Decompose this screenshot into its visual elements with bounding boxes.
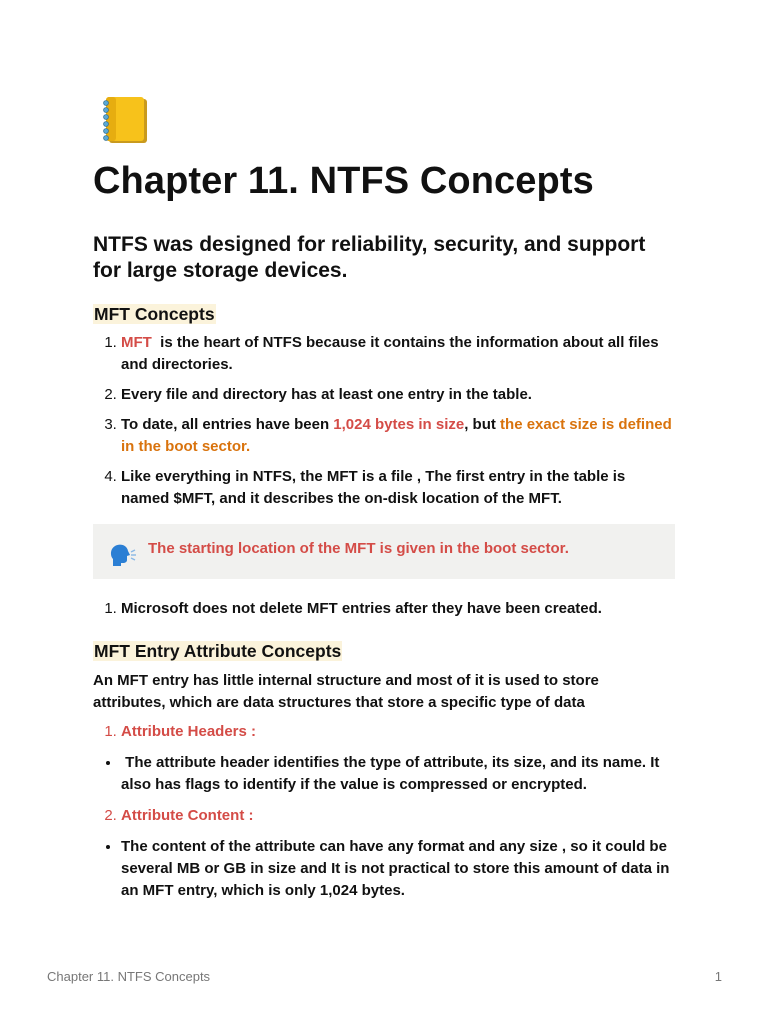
bullet-item: • The content of the attribute can have any format and any size , so it could be several MB or GB in size and It is not practical to store this amount of data in an MFT entry, which is only 1,024 bytes. — [121, 836, 675, 902]
list-item: 4. Like everything in NTFS, the MFT is a file , The first entry in the table is named $MFT, and it describes the on-disk location of the MFT. — [121, 466, 675, 510]
mft-concepts-list — [93, 332, 675, 510]
page-number: 1 — [714, 969, 722, 984]
attribute-list — [93, 721, 675, 743]
bullet-item: • The attribute header identifies the type of attribute, its size, and its name. It also has flags to identify if the value is compressed or encrypted. — [121, 752, 675, 796]
section-heading-mft-concepts: MFT Concepts — [94, 303, 215, 324]
callout-box — [93, 524, 675, 579]
section-intro: An MFT entry has little internal structure and most of it is used to store attributes, which are data structures that store a specific type of data — [93, 671, 599, 711]
notebook-icon — [99, 95, 151, 147]
callout-text: The starting location of the MFT is given in the boot sector. — [148, 539, 569, 557]
list-item: 3. To date, all entries have been 1,024 bytes in size, but the exact size is defined in the boot sector. — [121, 414, 675, 458]
footer-title: Chapter 11. NTFS Concepts — [47, 969, 211, 984]
page-subtitle: NTFS was designed for reliability, security, and support for large storage devices. — [93, 232, 646, 282]
document-page — [93, 95, 675, 911]
list-item-attribute-content: 2. Attribute Content : — [121, 805, 675, 827]
section-heading-attribute-concepts: MFT Entry Attribute Concepts — [94, 640, 342, 661]
attribute-content-bullets — [93, 836, 675, 902]
speaking-head-icon — [109, 542, 137, 568]
list-item: 1. MFT is the heart of NTFS because it contains the information about all files and directories. — [121, 332, 675, 376]
attribute-list-cont — [93, 805, 675, 827]
post-callout-list — [93, 598, 675, 620]
page-title: Chapter 11. NTFS Concepts — [93, 160, 594, 202]
list-item: 2. Every file and directory has at least one entry in the table. — [121, 384, 675, 406]
list-item-attribute-headers: 1. Attribute Headers : — [121, 721, 675, 743]
list-item: 1. Microsoft does not delete MFT entries after they have been created. — [121, 598, 675, 620]
attribute-headers-bullets — [93, 752, 675, 796]
